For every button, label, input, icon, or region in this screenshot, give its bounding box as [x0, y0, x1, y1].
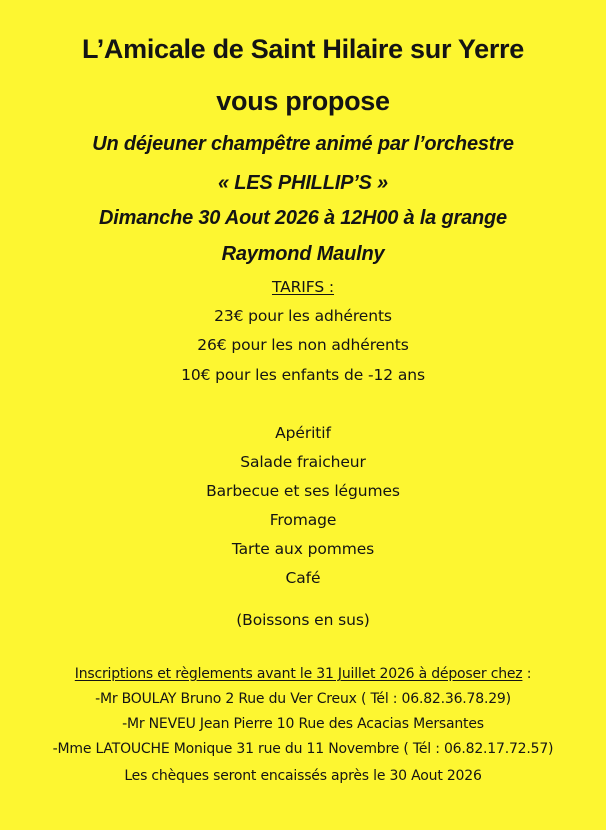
contact-line: -Mme LATOUCHE Monique 31 rue du 11 Novembre ( Tél : 06.82.17.72.57)	[52, 741, 554, 757]
menu-item: Salade fraicheur	[240, 453, 366, 471]
tarif-item: 23€ pour les adhérents	[214, 307, 392, 325]
tarif-item: 26€ pour les non adhérents	[197, 336, 409, 354]
proposal-heading: vous propose	[216, 86, 390, 116]
menu-item: Barbecue et ses légumes	[206, 482, 400, 500]
drinks-note: (Boissons en sus)	[236, 611, 370, 629]
menu-item: Tarte aux pommes	[231, 540, 375, 558]
event-date: Dimanche 30 Aout 2026 à 12H00 à la grange	[99, 207, 507, 229]
inscriptions-title-text: Inscriptions et règlements avant le 31 Juillet 2026 à déposer chez	[74, 666, 523, 682]
inscriptions-title	[0, 666, 606, 682]
menu-item: Apéritif	[275, 424, 331, 442]
event-description: Un déjeuner champêtre animé par l’orchestre	[92, 133, 514, 155]
association-title: L’Amicale de Saint Hilaire sur Yerre	[82, 34, 524, 64]
event-venue: Raymond Maulny	[221, 243, 385, 265]
tarifs-title: TARIFS :	[271, 278, 335, 296]
contact-line: -Mr BOULAY Bruno 2 Rue du Ver Creux ( Tél : 06.82.36.78.29)	[95, 691, 511, 707]
inscriptions-title-suffix: :	[522, 666, 532, 682]
contact-line: -Mr NEVEU Jean Pierre 10 Rue des Acacias Mersantes	[122, 716, 484, 732]
menu-item: Fromage	[269, 511, 337, 529]
cheques-note: Les chèques seront encaissés après le 30 Aout 2026	[124, 768, 482, 784]
orchestra-name: « LES PHILLIP’S »	[218, 172, 388, 194]
menu-item: Café	[285, 569, 321, 587]
tarif-item: 10€ pour les enfants de -12 ans	[181, 366, 425, 384]
